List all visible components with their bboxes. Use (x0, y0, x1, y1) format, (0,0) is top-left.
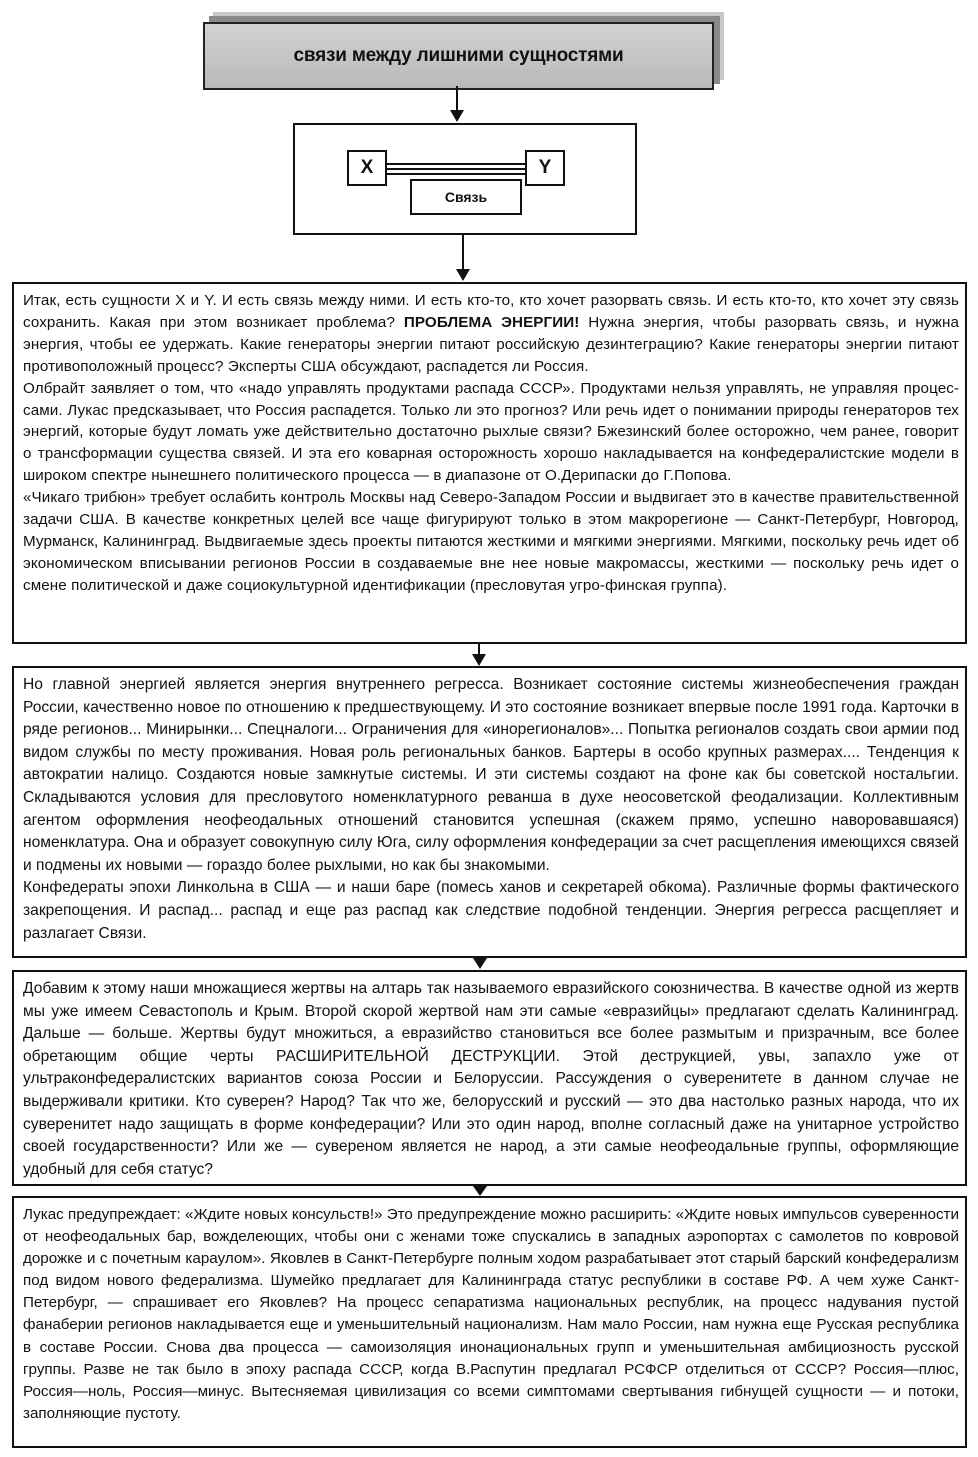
connector-arrow-1 (450, 110, 464, 122)
link-line-top (387, 163, 525, 165)
text-block-eurasian-sacrifices (12, 970, 967, 1186)
link-line-middle (387, 168, 525, 170)
connector-arrow-3 (472, 654, 486, 666)
connector-arrow-2 (456, 269, 470, 281)
entity-diagram (293, 123, 637, 235)
entity-node-x (347, 150, 387, 186)
connector-line-2 (462, 233, 464, 270)
link-box (410, 179, 522, 215)
block1-p1-end: Нужна энергия, чтобы разорвать связь, и нужна энергия, чтобы ее удержать. Какие генераторы энергии питают российскую дезинтеграцию? Какие генераторы энергии питают противоположный процесс? Эксперты США обсуждают, распадется ли Россия. (23, 313, 959, 375)
block4-paragraph-1: Лукас предупреждает: «Ждите новых консульств!» Это предупреждение можно расширить: «Ждите новых импульсов суверенности от неофеодальных бар, вожделеющих, чтобы они с женами тоже спускались в западных аэропортах с самолетов по ковровой дорожке и с почетным караулом». Яковлев в Санкт-Петербурге полным ходом разрабатывает этот старый барский конфедерализм под видом нового федерализма. Шумейко предлагает для Калининграда статус республики в составе РФ. А чем хуже Санкт-Петербург, — спрашивает его Яковлев? На процесс сепаратизма национальных республик, на процесс надувания пустой фанаберии регионов накладывается еще и уменьшительный национализм. Нам мало России, нам нужна еще Русская республика в составе России. Снова два процесса — самоизоляция инонациональных групп и уменьшительная амбициозность русской группы. Разве не так было в эпоху распада СССР, когда В.Распутин предлагал РСФСР отделиться от СССР? Россия—плюс, Россия—ноль, Россия—минус. Вытесняемая цивилизация со всеми симптомами свертывания гибнущей сущности — и потоки, заполняющие пустоту. (23, 1206, 959, 1422)
text-block-energy-problem (12, 282, 967, 644)
block1-paragraph-2: Олбрайт заявляет о том, что «надо управлять продуктами распада СССР». Продуктами нельзя управлять, не управляя процессами. Лукас предсказывает, что Россия распадется. Только ли это прогноз? Или речь идет о понимании природы генераторов тех энергий, которые будут ломать уже действительно достаточно рыхлые связи? Бжезинский более осторожно, чем ранее, говорит о трансформации существа связей. И эта его коварная осторожность хорошо накладывается на конфедералистские модели в широком спектре нынешнего политического процесса — в диапазоне от О.Дерипаски до Г.Попова. (23, 379, 959, 485)
connector-arrow-5 (473, 1186, 487, 1196)
text-block-new-consulates (12, 1196, 967, 1448)
block1-p1-emphasis: ПРОБЛЕМА ЭНЕРГИИ! (403, 313, 580, 331)
diagram-title: связи между лишними сущностями (293, 45, 624, 66)
connector-arrow-4 (473, 958, 487, 969)
link-label: Связь (444, 189, 488, 205)
block2-paragraph-1: Но главной энергией является энергия внутреннего регресса. Возникает состояние системы жизнеобеспечения граждан России, качественно новое по отношению к предшествующему. И это состояние возникает впервые после 1991 года. Карточки в ряде регионов... Минирынки... Спецналоги... Ограничения для «инорегионалов»... Попытка регионалов создать свои армии под видом службы по месту проживания. Новая роль региональных банков. Бартеры в особо крупных размерах.... Тенденция к автократии налицо. Создаются новые замкнутые системы. И эти системы создают на фоне как бы советской ностальгии. Складываются условия для пресловутого номенклатурного реванша в духе неосоветской феодализации. Коллективным агентом оформления неофеодальных отношений становится успешная (скажем прямо, успешно наворовавшаяся) номенклатура. Она и образует совокупную силу Юга, силу оформления конфедерации за счет расщепления имеющихся связей и подмены их новыми — гораздо более рыхлыми, но как бы знакомыми. (23, 676, 959, 874)
connector-line-1 (456, 86, 458, 111)
block1-paragraph-1 (23, 290, 959, 378)
diagram-title-bar (203, 22, 714, 90)
entity-x-label: X (360, 157, 374, 178)
block1-paragraph-3: «Чикаго трибюн» требует ослабить контроль Москвы над Северо-Западом России и выдвигает это в качестве правительственной задачи США. В качестве конкретных целей все чаще фигурируют только в этом макрорегионе — Санкт-Петербург, Новгород, Мурманск, Калининград. Выдвигаемые здесь проекты питаются жесткими и мягкими энергиями. Мягкими, поскольку речь идет об экономическом вписывании регионов России в создаваемые вне нее новые макромассы, жесткими — поскольку речь идет о смене политической и даже социокультурной идентификации (пресловутая угро-финская группа). (23, 489, 959, 594)
entity-node-y (525, 150, 565, 186)
block1-p1-start: Итак, есть сущности X и Y. И есть связь между ними. И есть кто-то, кто хочет разорвать связь. И есть кто-то, кто хочет эту связь сохранить. Какая при этом возникает проблема? (23, 292, 959, 331)
block2-paragraph-2: Конфедераты эпохи Линкольна в США — и наши баре (помесь ханов и секретарей обкома). Различные формы фактического закрепощения. И распад... распад и еще раз распад как следствие подобной тенденции. Энергия регресса расщепляет и разлагает Связи. (23, 879, 959, 942)
text-block-internal-regress (12, 666, 967, 958)
block3-paragraph-1: Добавим к этому наши множащиеся жертвы на алтарь так называемого евразийского союзничества. В качестве одной из жертв мы уже имеем Севастополь и Крым. Второй скорой жертвой нам эти самые «евразийцы» предлагают сделать Калининград. Дальше — больше. Жертвы будут множиться, а евразийство становиться все более размытым и призрачным, все более обретающим общие черты РАСШИРИТЕЛЬНОЙ ДЕСТРУКЦИИ. Этой деструкцией, увы, запахло уже от ультраконфедералистских вариантов союза России и Белоруссии. Рассуждения о суверенитете в данном случае не выдерживали критики. Кто суверен? Народ? Так что же, белорусский и русский — это два настолько разных народа, что их суверенитет надо защищать в форме конфедерации? Или это один народ, вполне согласный даже на унитарное устройство своей государственности? Или же — сувереном является не народ, а эти самые неофеодальные группы, оформляющие удобный для себя статус? (23, 980, 959, 1178)
entity-y-label: Y (538, 157, 552, 178)
link-line-bottom (387, 173, 525, 175)
